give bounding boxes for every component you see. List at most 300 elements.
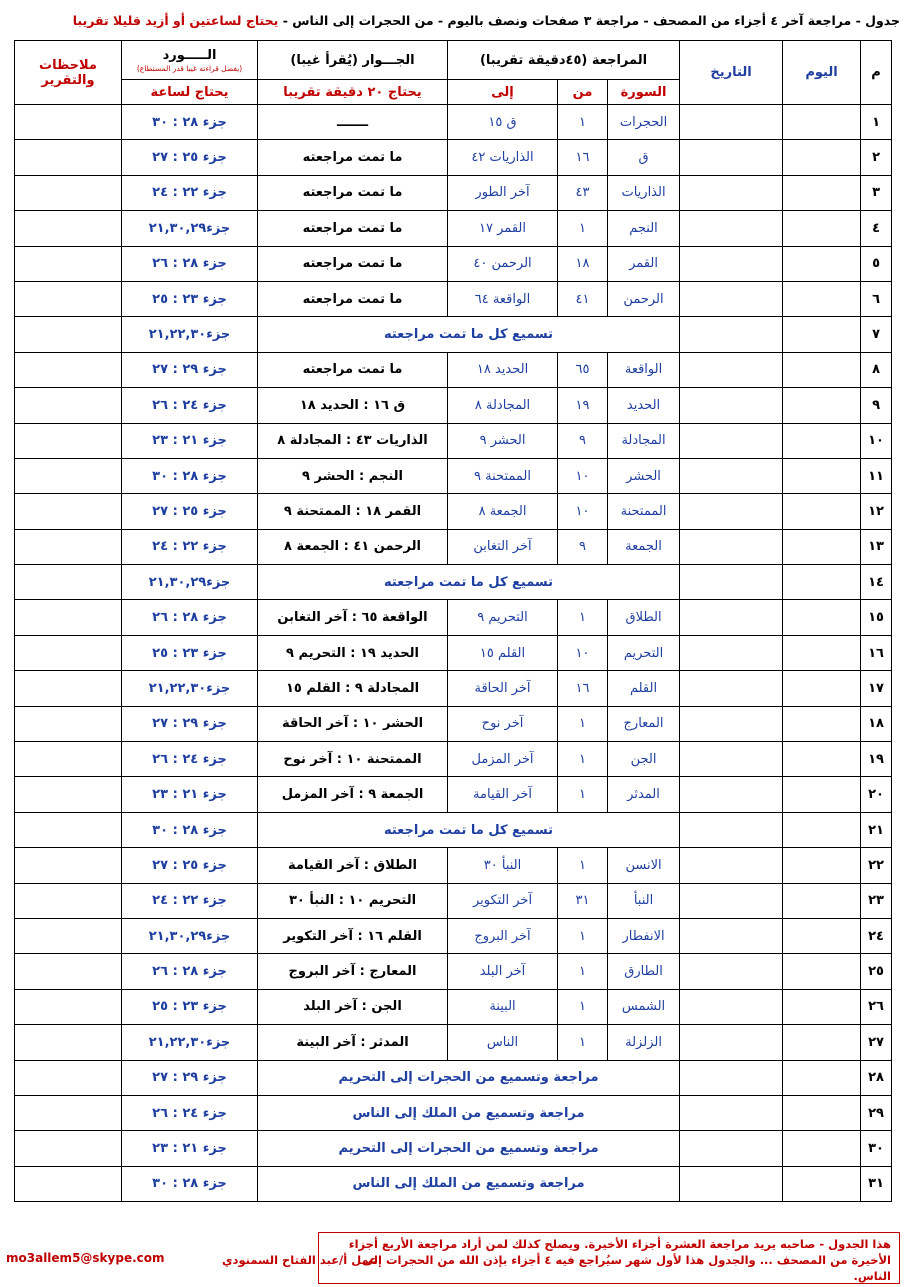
notes-cell <box>15 635 122 670</box>
table-row <box>15 423 892 458</box>
title-main: جدول - مراجعة آخر ٤ أجزاء من المصحف - مراجعة ٣ صفحات ونصف باليوم - من الحجرات إلى الناس - <box>282 13 900 28</box>
day-cell <box>783 883 861 918</box>
row-number: ٢ <box>861 140 892 175</box>
date-cell <box>680 848 783 883</box>
notes-cell <box>15 423 122 458</box>
row-number: ٨ <box>861 352 892 387</box>
table-row <box>15 565 892 600</box>
date-cell <box>680 1166 783 1201</box>
wird-cell: جزء٢١,٣٠,٢٩ <box>122 211 258 246</box>
surah-cell: الزلزلة <box>608 1025 680 1060</box>
header-notes: ملاحظات والتقرير <box>15 41 122 105</box>
surah-cell: الشمس <box>608 989 680 1024</box>
footer-note-line1: هذا الجدول - صاحبه يريد مراجعة العشرة أجزاء الأخيرة. ويصلح كذلك لمن أراد مراجعة الأربع أجزاء <box>348 1237 891 1251</box>
notes-cell <box>15 883 122 918</box>
from-cell: ١٨ <box>558 246 608 281</box>
notes-cell <box>15 1166 122 1201</box>
from-cell: ١ <box>558 600 608 635</box>
from-cell: ١ <box>558 742 608 777</box>
table-row <box>15 848 892 883</box>
from-cell: ١ <box>558 1025 608 1060</box>
day-cell <box>783 352 861 387</box>
to-cell: آخر الحاقة <box>448 671 558 706</box>
title-duration: يحتاج لساعتين أو أزيد قليلا تقريبا <box>72 13 279 28</box>
day-cell <box>783 777 861 812</box>
jiwar-cell: ما تمت مراجعته <box>258 140 448 175</box>
table-row <box>15 1025 892 1060</box>
table-row <box>15 954 892 989</box>
row-number: ٣٠ <box>861 1131 892 1166</box>
to-cell: آخر البروج <box>448 918 558 953</box>
row-number: ٧ <box>861 317 892 352</box>
jiwar-cell: الممتحنة ١٠ : آخر نوح <box>258 742 448 777</box>
jiwar-cell: ما تمت مراجعته <box>258 175 448 210</box>
from-cell: ١٠ <box>558 458 608 493</box>
header-date: التاريخ <box>680 41 783 105</box>
day-cell <box>783 423 861 458</box>
header-wird <box>122 41 258 80</box>
table-row <box>15 140 892 175</box>
table-row <box>15 777 892 812</box>
jiwar-cell: المدثر : آخر البينة <box>258 1025 448 1060</box>
row-number: ١٧ <box>861 671 892 706</box>
wird-cell: جزء ٢١ : ٢٣ <box>122 777 258 812</box>
date-cell <box>680 883 783 918</box>
table-row <box>15 175 892 210</box>
row-number: ١٠ <box>861 423 892 458</box>
wird-cell: جزء ٢٤ : ٢٦ <box>122 742 258 777</box>
row-number: ٢٤ <box>861 918 892 953</box>
table-row <box>15 281 892 316</box>
surah-cell: القمر <box>608 246 680 281</box>
date-cell <box>680 1025 783 1060</box>
to-cell: الواقعة ٦٤ <box>448 281 558 316</box>
notes-cell <box>15 352 122 387</box>
day-cell <box>783 1131 861 1166</box>
merged-review-cell: تسميع كل ما تمت مراجعته <box>258 812 680 847</box>
header-wird-sub: يحتاج لساعة <box>122 80 258 105</box>
from-cell: ١ <box>558 848 608 883</box>
date-cell <box>680 175 783 210</box>
wird-cell: جزء ٢٩ : ٢٧ <box>122 1060 258 1095</box>
jiwar-cell: الواقعة ٦٥ : آخر التغابن <box>258 600 448 635</box>
wird-cell: جزء ٢٥ : ٢٧ <box>122 494 258 529</box>
day-cell <box>783 671 861 706</box>
header-from: من <box>558 80 608 105</box>
row-number: ٩ <box>861 388 892 423</box>
table-row <box>15 211 892 246</box>
wird-cell: جزء٢١,٣٠,٢٩ <box>122 918 258 953</box>
wird-cell: جزء ٢٩ : ٢٧ <box>122 706 258 741</box>
page-title <box>10 13 900 35</box>
from-cell: ١ <box>558 105 608 140</box>
jiwar-cell: ما تمت مراجعته <box>258 281 448 316</box>
wird-cell: جزء٢١,٢٢,٣٠ <box>122 317 258 352</box>
jiwar-cell: ـــــــ <box>258 105 448 140</box>
table-row <box>15 105 892 140</box>
day-cell <box>783 458 861 493</box>
header-day: اليوم <box>783 41 861 105</box>
wird-cell: جزء ٢٨ : ٢٦ <box>122 600 258 635</box>
surah-cell: الممتحنة <box>608 494 680 529</box>
row-number: ٢٣ <box>861 883 892 918</box>
notes-cell <box>15 281 122 316</box>
row-number: ١٣ <box>861 529 892 564</box>
day-cell <box>783 388 861 423</box>
surah-cell: الحجرات <box>608 105 680 140</box>
surah-cell: الواقعة <box>608 352 680 387</box>
notes-cell <box>15 777 122 812</box>
notes-cell <box>15 458 122 493</box>
day-cell <box>783 494 861 529</box>
table-row <box>15 529 892 564</box>
date-cell <box>680 388 783 423</box>
row-number: ٢٦ <box>861 989 892 1024</box>
surah-cell: الانفطار <box>608 918 680 953</box>
wird-cell: جزء ٢٤ : ٢٦ <box>122 1095 258 1130</box>
date-cell <box>680 706 783 741</box>
notes-cell <box>15 918 122 953</box>
merged-review-cell: مراجعة وتسميع من الملك إلى الناس <box>258 1095 680 1130</box>
notes-cell <box>15 848 122 883</box>
wird-cell: جزء ٢٣ : ٢٥ <box>122 635 258 670</box>
jiwar-cell: القلم ١٦ : آخر التكوير <box>258 918 448 953</box>
wird-cell: جزء ٢٨ : ٣٠ <box>122 105 258 140</box>
surah-cell: الذاريات <box>608 175 680 210</box>
wird-cell: جزء ٢٩ : ٢٧ <box>122 352 258 387</box>
to-cell: الحديد ١٨ <box>448 352 558 387</box>
date-cell <box>680 812 783 847</box>
day-cell <box>783 848 861 883</box>
wird-cell: جزء ٢٤ : ٢٦ <box>122 388 258 423</box>
day-cell <box>783 1095 861 1130</box>
from-cell: ١ <box>558 954 608 989</box>
date-cell <box>680 352 783 387</box>
table-row <box>15 600 892 635</box>
surah-cell: الحشر <box>608 458 680 493</box>
review-schedule-table <box>14 40 892 1202</box>
wird-cell: جزء٢١,٢٢,٣٠ <box>122 1025 258 1060</box>
wird-cell: جزء ٢٨ : ٣٠ <box>122 1166 258 1201</box>
wird-cell: جزء٢١,٣٠,٢٩ <box>122 565 258 600</box>
notes-cell <box>15 529 122 564</box>
surah-cell: الجن <box>608 742 680 777</box>
date-cell <box>680 281 783 316</box>
row-number: ٢٥ <box>861 954 892 989</box>
notes-cell <box>15 954 122 989</box>
notes-cell <box>15 388 122 423</box>
to-cell: التحريم ٩ <box>448 600 558 635</box>
from-cell: ٣١ <box>558 883 608 918</box>
to-cell: آخر التغابن <box>448 529 558 564</box>
date-cell <box>680 742 783 777</box>
row-number: ١٥ <box>861 600 892 635</box>
surah-cell: الحديد <box>608 388 680 423</box>
notes-cell <box>15 671 122 706</box>
surah-cell: الطارق <box>608 954 680 989</box>
merged-review-cell: مراجعة وتسميع من الحجرات إلى التحريم <box>258 1131 680 1166</box>
day-cell <box>783 635 861 670</box>
date-cell <box>680 529 783 564</box>
day-cell <box>783 565 861 600</box>
table-row <box>15 352 892 387</box>
notes-cell <box>15 494 122 529</box>
surah-cell: القلم <box>608 671 680 706</box>
surah-cell: المعارج <box>608 706 680 741</box>
notes-cell <box>15 1095 122 1130</box>
jiwar-cell: النجم : الحشر ٩ <box>258 458 448 493</box>
table-row <box>15 1060 892 1095</box>
notes-cell <box>15 105 122 140</box>
day-cell <box>783 600 861 635</box>
table-row <box>15 388 892 423</box>
header-wird-label: الـــــورد <box>162 47 217 63</box>
to-cell: آخر المزمل <box>448 742 558 777</box>
to-cell: آخر القيامة <box>448 777 558 812</box>
day-cell <box>783 1166 861 1201</box>
to-cell: آخر الطور <box>448 175 558 210</box>
jiwar-cell: ما تمت مراجعته <box>258 211 448 246</box>
jiwar-cell: الحشر ١٠ : آخر الحاقة <box>258 706 448 741</box>
date-cell <box>680 246 783 281</box>
surah-cell: الانسن <box>608 848 680 883</box>
date-cell <box>680 211 783 246</box>
header-review: المراجعة (٤٥دقيقة تقريبا) <box>448 41 680 80</box>
merged-review-cell: مراجعة وتسميع من الحجرات إلى التحريم <box>258 1060 680 1095</box>
wird-cell: جزء٢١,٢٢,٣٠ <box>122 671 258 706</box>
day-cell <box>783 140 861 175</box>
from-cell: ١ <box>558 211 608 246</box>
date-cell <box>680 918 783 953</box>
date-cell <box>680 494 783 529</box>
header-surah: السورة <box>608 80 680 105</box>
wird-cell: جزء ٢٣ : ٢٥ <box>122 989 258 1024</box>
jiwar-cell: الجن : آخر البلد <box>258 989 448 1024</box>
date-cell <box>680 989 783 1024</box>
day-cell <box>783 246 861 281</box>
notes-cell <box>15 565 122 600</box>
from-cell: ١ <box>558 777 608 812</box>
to-cell: آخر نوح <box>448 706 558 741</box>
table-row <box>15 1131 892 1166</box>
notes-cell <box>15 1025 122 1060</box>
notes-cell <box>15 812 122 847</box>
wird-cell: جزء ٢٥ : ٢٧ <box>122 848 258 883</box>
author-credit: عمل أ/عبد الفتاح السمنودي <box>222 1253 378 1267</box>
notes-cell <box>15 706 122 741</box>
row-number: ١٤ <box>861 565 892 600</box>
wird-cell: جزء ٢١ : ٢٣ <box>122 423 258 458</box>
to-cell: القلم ١٥ <box>448 635 558 670</box>
day-cell <box>783 317 861 352</box>
wird-cell: جزء ٢٢ : ٢٤ <box>122 175 258 210</box>
row-number: ٣ <box>861 175 892 210</box>
wird-cell: جزء ٢٨ : ٣٠ <box>122 812 258 847</box>
notes-cell <box>15 317 122 352</box>
from-cell: ٩ <box>558 423 608 458</box>
row-number: ١٦ <box>861 635 892 670</box>
row-number: ٢١ <box>861 812 892 847</box>
header-num: م <box>861 41 892 105</box>
wird-cell: جزء ٢٨ : ٣٠ <box>122 458 258 493</box>
to-cell: الناس <box>448 1025 558 1060</box>
notes-cell <box>15 742 122 777</box>
surah-cell: ق <box>608 140 680 175</box>
jiwar-cell: المعارج : آخر البروج <box>258 954 448 989</box>
date-cell <box>680 635 783 670</box>
to-cell: الرحمن ٤٠ <box>448 246 558 281</box>
wird-cell: جزء ٢٢ : ٢٤ <box>122 883 258 918</box>
jiwar-cell: الجمعة ٩ : آخر المزمل <box>258 777 448 812</box>
surah-cell: النبأ <box>608 883 680 918</box>
surah-cell: الرحمن <box>608 281 680 316</box>
jiwar-cell: التحريم ١٠ : النبأ ٣٠ <box>258 883 448 918</box>
from-cell: ١ <box>558 706 608 741</box>
from-cell: ١ <box>558 989 608 1024</box>
to-cell: الممتحنة ٩ <box>448 458 558 493</box>
from-cell: ١٦ <box>558 671 608 706</box>
notes-cell <box>15 989 122 1024</box>
table-row <box>15 494 892 529</box>
day-cell <box>783 989 861 1024</box>
date-cell <box>680 671 783 706</box>
row-number: ١٨ <box>861 706 892 741</box>
notes-cell <box>15 600 122 635</box>
from-cell: ٤١ <box>558 281 608 316</box>
day-cell <box>783 1060 861 1095</box>
jiwar-cell: الرحمن ٤١ : الجمعة ٨ <box>258 529 448 564</box>
wird-cell: جزء ٢٣ : ٢٥ <box>122 281 258 316</box>
row-number: ٢٠ <box>861 777 892 812</box>
author-email: mo3allem5@skype.com <box>6 1251 165 1265</box>
row-number: ١١ <box>861 458 892 493</box>
wird-cell: جزء ٢٨ : ٢٦ <box>122 246 258 281</box>
date-cell <box>680 777 783 812</box>
date-cell <box>680 1131 783 1166</box>
row-number: ٢٢ <box>861 848 892 883</box>
row-number: ٣١ <box>861 1166 892 1201</box>
date-cell <box>680 105 783 140</box>
table-row <box>15 317 892 352</box>
table-row <box>15 989 892 1024</box>
from-cell: ١ <box>558 918 608 953</box>
table-row <box>15 883 892 918</box>
row-number: ٥ <box>861 246 892 281</box>
surah-cell: المدثر <box>608 777 680 812</box>
surah-cell: النجم <box>608 211 680 246</box>
header-wird-note: (يفضل قراءته غيبا قدر المستطاع) <box>136 63 243 73</box>
jiwar-cell: الحديد ١٩ : التحريم ٩ <box>258 635 448 670</box>
row-number: ١٢ <box>861 494 892 529</box>
row-number: ٤ <box>861 211 892 246</box>
table-row <box>15 246 892 281</box>
day-cell <box>783 1025 861 1060</box>
notes-cell <box>15 175 122 210</box>
row-number: ١٩ <box>861 742 892 777</box>
wird-cell: جزء ٢٥ : ٢٧ <box>122 140 258 175</box>
notes-cell <box>15 1060 122 1095</box>
table-row <box>15 635 892 670</box>
surah-cell: الجمعة <box>608 529 680 564</box>
to-cell: القمر ١٧ <box>448 211 558 246</box>
day-cell <box>783 529 861 564</box>
day-cell <box>783 105 861 140</box>
from-cell: ٩ <box>558 529 608 564</box>
to-cell: آخر التكوير <box>448 883 558 918</box>
wird-cell: جزء ٢١ : ٢٣ <box>122 1131 258 1166</box>
jiwar-cell: الطلاق : آخر القيامة <box>258 848 448 883</box>
merged-review-cell: تسميع كل ما تمت مراجعته <box>258 317 680 352</box>
wird-cell: جزء ٢٢ : ٢٤ <box>122 529 258 564</box>
table-row <box>15 1095 892 1130</box>
table-row <box>15 918 892 953</box>
from-cell: ٦٥ <box>558 352 608 387</box>
jiwar-cell: القمر ١٨ : الممتحنة ٩ <box>258 494 448 529</box>
to-cell: المجادلة ٨ <box>448 388 558 423</box>
to-cell: الجمعة ٨ <box>448 494 558 529</box>
merged-review-cell: تسميع كل ما تمت مراجعته <box>258 565 680 600</box>
day-cell <box>783 742 861 777</box>
jiwar-cell: ق ١٦ : الحديد ١٨ <box>258 388 448 423</box>
header-jiwar: الجـــوار (يُقرأ غيبا) <box>258 41 448 80</box>
surah-cell: الطلاق <box>608 600 680 635</box>
jiwar-cell: الذاريات ٤٣ : المجادلة ٨ <box>258 423 448 458</box>
from-cell: ١٦ <box>558 140 608 175</box>
notes-cell <box>15 140 122 175</box>
row-number: ٦ <box>861 281 892 316</box>
to-cell: الذاريات ٤٢ <box>448 140 558 175</box>
jiwar-cell: ما تمت مراجعته <box>258 246 448 281</box>
day-cell <box>783 812 861 847</box>
to-cell: النبأ ٣٠ <box>448 848 558 883</box>
date-cell <box>680 423 783 458</box>
day-cell <box>783 954 861 989</box>
table-row <box>15 671 892 706</box>
row-number: ٢٧ <box>861 1025 892 1060</box>
date-cell <box>680 600 783 635</box>
jiwar-cell: ما تمت مراجعته <box>258 352 448 387</box>
from-cell: ١٠ <box>558 494 608 529</box>
from-cell: ٤٣ <box>558 175 608 210</box>
table-row <box>15 458 892 493</box>
row-number: ٢٩ <box>861 1095 892 1130</box>
day-cell <box>783 706 861 741</box>
to-cell: البينة <box>448 989 558 1024</box>
table-row <box>15 1166 892 1201</box>
footer-note-line2: الأخيرة من المصحف ... والجدول هذا لأول شهر سيُراجع فيه ٤ أجزاء بإذن الله من الحجرات إلى الناس. <box>362 1253 891 1283</box>
from-cell: ١٩ <box>558 388 608 423</box>
from-cell: ١٠ <box>558 635 608 670</box>
date-cell <box>680 458 783 493</box>
merged-review-cell: مراجعة وتسميع من الملك إلى الناس <box>258 1166 680 1201</box>
footer-note <box>318 1232 900 1284</box>
date-cell <box>680 565 783 600</box>
date-cell <box>680 317 783 352</box>
header-jiwar-sub: يحتاج ٢٠ دقيقة تقريبا <box>258 80 448 105</box>
day-cell <box>783 281 861 316</box>
notes-cell <box>15 211 122 246</box>
date-cell <box>680 1095 783 1130</box>
date-cell <box>680 954 783 989</box>
to-cell: ق ١٥ <box>448 105 558 140</box>
jiwar-cell: المجادلة ٩ : القلم ١٥ <box>258 671 448 706</box>
day-cell <box>783 918 861 953</box>
row-number: ٢٨ <box>861 1060 892 1095</box>
date-cell <box>680 140 783 175</box>
table-row <box>15 706 892 741</box>
to-cell: آخر البلد <box>448 954 558 989</box>
header-to: إلى <box>448 80 558 105</box>
